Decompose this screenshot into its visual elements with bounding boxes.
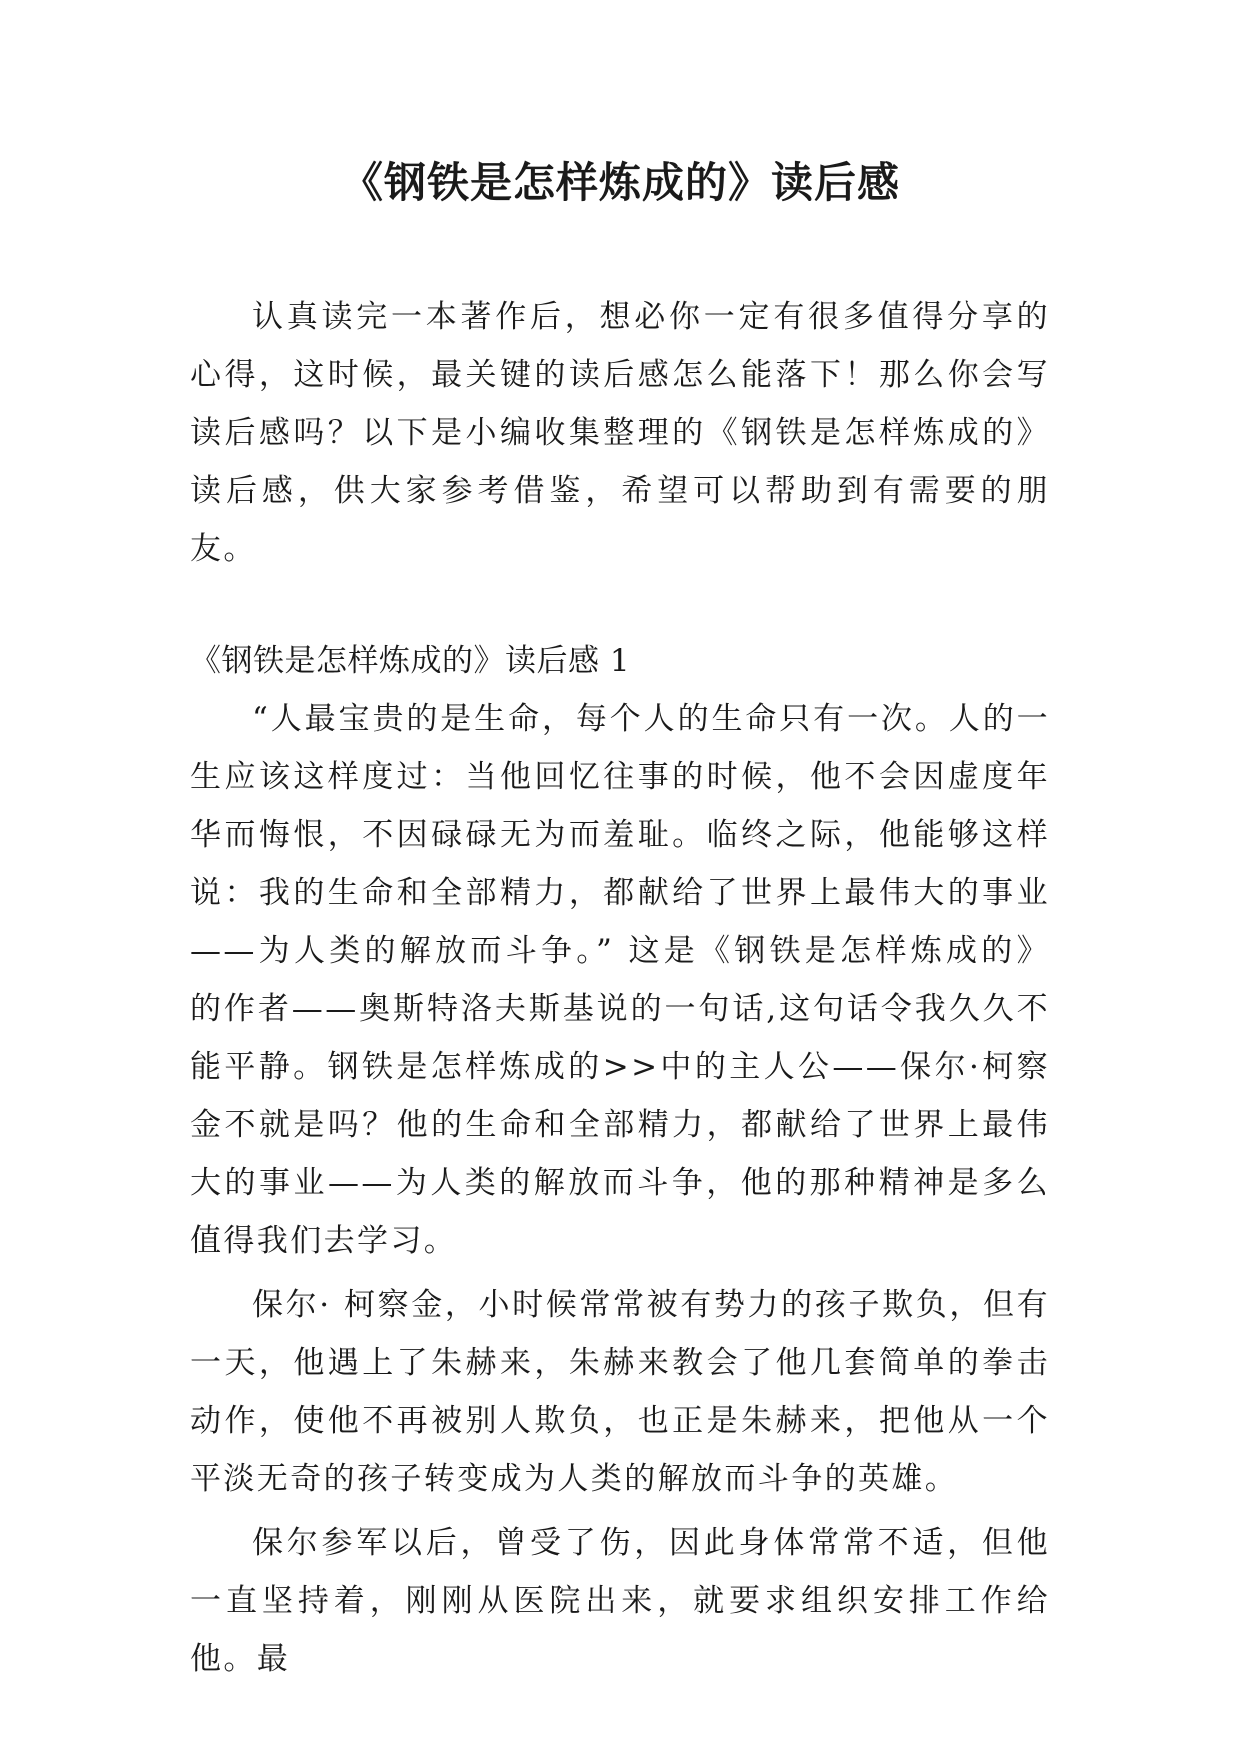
section-heading: 《钢铁是怎样炼成的》读后感 1 <box>190 643 631 679</box>
body-paragraph-1: “人最宝贵的是生命，每个人的生命只有一次。人的一生应该这样度过：当他回忆往事的时候，他不会因虚度年华而悔恨，不因碌碌无为而羞耻。临终之际，他能够这样说：我的生命和全部精力，都献给了世界上最伟大的事业——为人类的解放而斗争。” 这是《钢铁是怎样炼成的》 的作者——奥斯特洛夫斯基说的一句话,这句话令我久久不能平静。钢铁是怎样炼成的>>中的主人公——保尔·柯察金不就是吗？他的生命和全部精力，都献给了世界上最伟大的事业——为人类的解放而斗争，他的那种精神是多么值得我们去学习。 <box>190 701 1050 1259</box>
document-body <box>190 288 1050 1688</box>
document-title: 《钢铁是怎样炼成的》读后感 <box>340 158 900 207</box>
body-paragraph-3: 保尔参军以后，曾受了伤，因此身体常常不适，但他一直坚持着，刚刚从医院出来，就要求组织安排工作给他。最 <box>190 1525 1050 1677</box>
intro-paragraph: 认真读完一本著作后，想必你一定有很多值得分享的心得，这时候，最关键的读后感怎么能落下！那么你会写读后感吗？以下是小编收集整理的《钢铁是怎样炼成的》读后感，供大家参考借鉴，希望可以帮助到有需要的朋友。 <box>190 299 1050 567</box>
body-paragraph-2: 保尔· 柯察金，小时候常常被有势力的孩子欺负，但有一天，他遇上了朱赫来，朱赫来教会了他几套简单的拳击动作，使他不再被别人欺负，也正是朱赫来，把他从一个平淡无奇的孩子转变成为人类的解放而斗争的英雄。 <box>190 1287 1050 1497</box>
